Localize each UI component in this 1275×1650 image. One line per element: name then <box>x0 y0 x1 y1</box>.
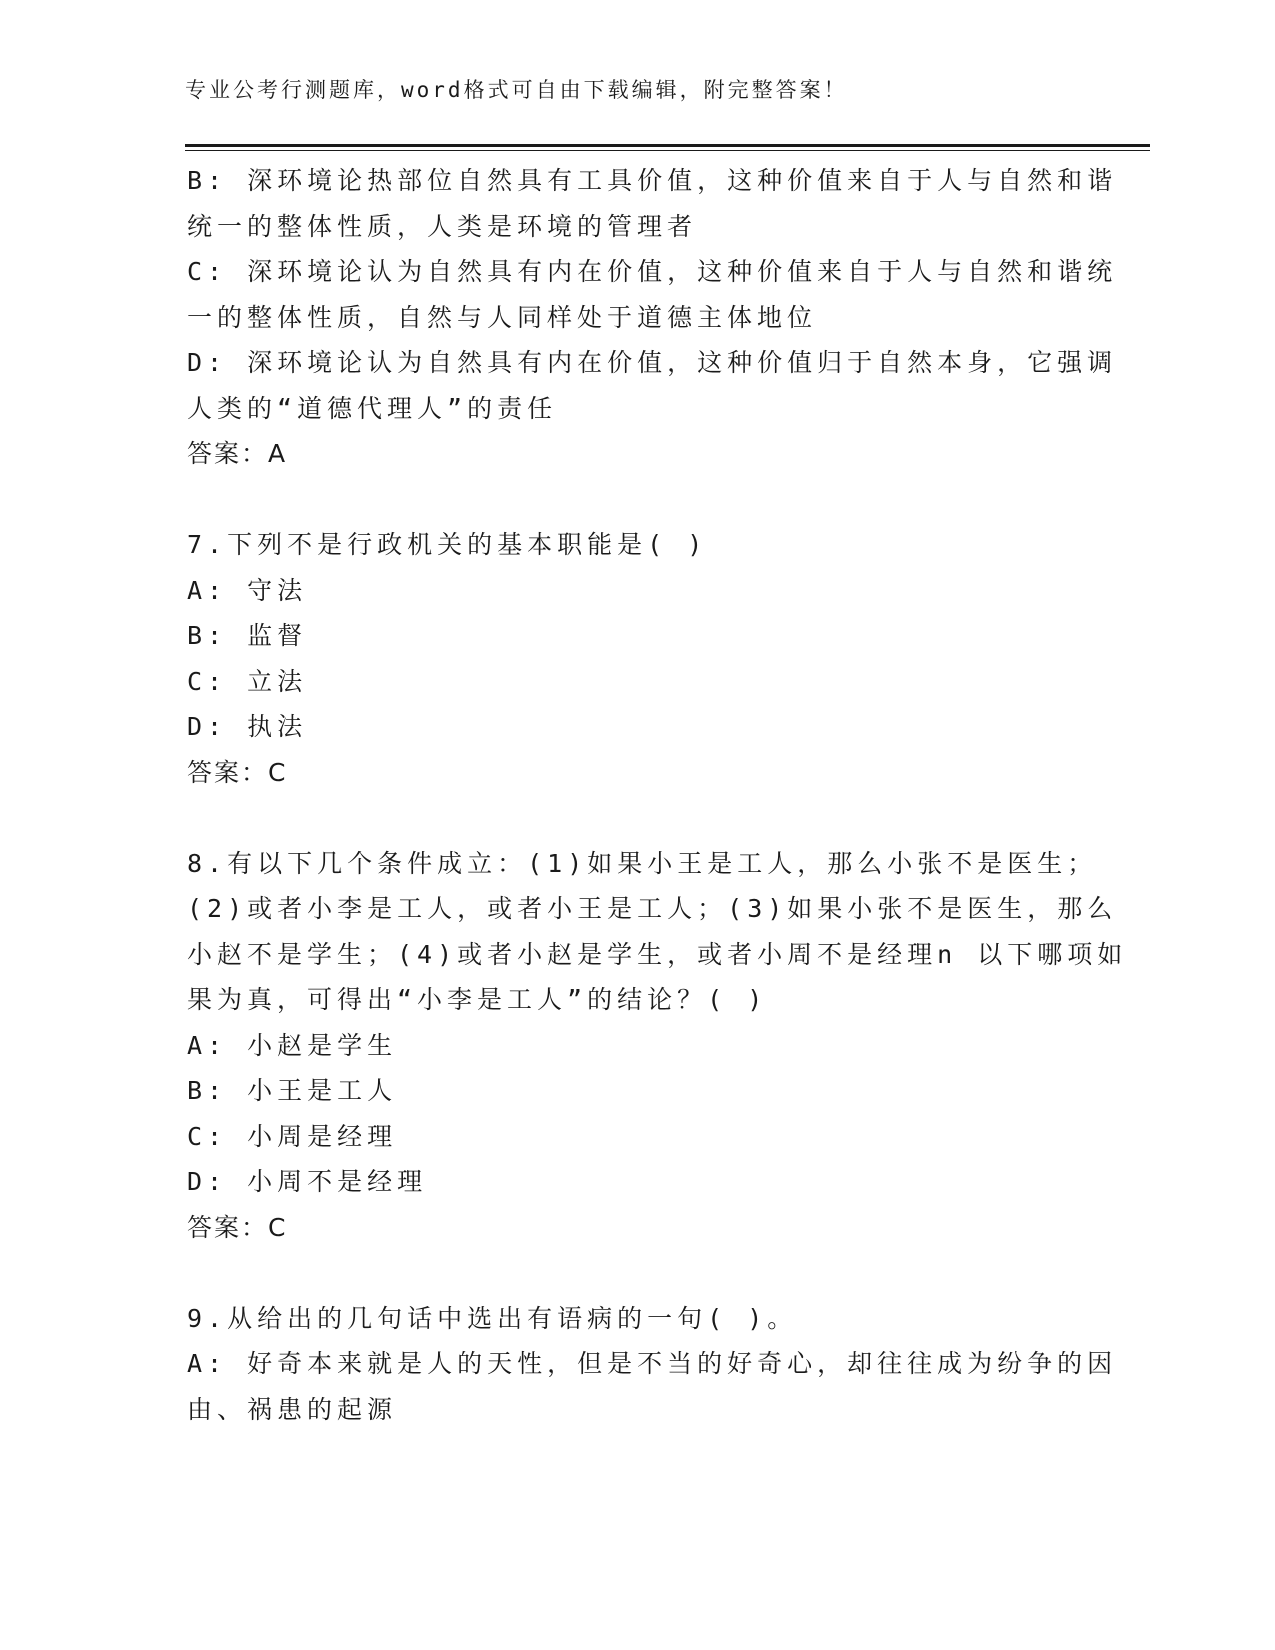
q8-option-c: C: 小周是经理 <box>187 1121 398 1151</box>
q6-answer: 答案：A <box>187 439 288 468</box>
q8-stem-line2: (2)或者小李是工人，或者小王是工人；(3)如果小张不是医生，那么 <box>187 894 1118 923</box>
q6-option-c-line2: 一的整体性质，自然与人同样处于道德主体地位 <box>187 302 818 332</box>
q8-option-a: A: 小赵是学生 <box>187 1030 398 1060</box>
question-9 <box>187 1296 1118 1433</box>
q7-answer: 答案：C <box>187 757 288 787</box>
question-6-tail <box>187 158 1118 477</box>
q8-option-b: B: 小王是工人 <box>187 1076 398 1105</box>
q9-stem: 9.从给出的几句话中选出有语病的一句( )。 <box>187 1303 798 1333</box>
q8-stem-line4: 果为真，可得出“小李是工人”的结论？( ) <box>187 985 768 1014</box>
spacer <box>187 477 1087 523</box>
header-rule-thin <box>185 150 1150 151</box>
q8-answer: 答案：C <box>187 1212 288 1242</box>
q7-option-b: B: 监督 <box>187 621 308 650</box>
q6-option-c-line1: C: 深环境论认为自然具有内在价值，这种价值来自于人与自然和谐统 <box>187 257 1118 286</box>
q7-option-d: D: 执法 <box>187 712 308 741</box>
q7-option-c: C: 立法 <box>187 666 308 696</box>
spacer <box>187 795 1087 841</box>
q9-option-a-line2: 由、祸患的起源 <box>187 1394 398 1424</box>
question-8 <box>187 841 1128 1251</box>
q8-stem-line1: 8.有以下几个条件成立：(1)如果小王是工人，那么小张不是医生； <box>187 848 1098 878</box>
q7-option-a: A: 守法 <box>187 575 308 605</box>
page-header: 专业公考行测题库，word格式可自由下载编辑，附完整答案！ <box>185 78 848 102</box>
q7-stem: 7.下列不是行政机关的基本职能是( ) <box>187 530 708 559</box>
question-content <box>187 158 1128 1432</box>
q6-option-d-line1: D: 深环境论认为自然具有内在价值，这种价值归于自然本身，它强调 <box>187 348 1118 377</box>
q6-option-b-line1: B: 深环境论热部位自然具有工具价值，这种价值来自于人与自然和谐 <box>187 166 1118 195</box>
q9-option-a-line1: A: 好奇本来就是人的天性，但是不当的好奇心，却往往成为纷争的因 <box>187 1349 1118 1378</box>
spacer <box>187 1250 1087 1296</box>
q6-option-b-line2: 统一的整体性质，人类是环境的管理者 <box>187 211 698 241</box>
q8-option-d: D: 小周不是经理 <box>187 1167 428 1196</box>
header-rule-thick <box>185 144 1150 147</box>
q6-option-d-line2: 人类的“道德代理人”的责任 <box>187 393 558 423</box>
question-7 <box>187 522 1087 795</box>
q8-stem-line3: 小赵不是学生；(4)或者小赵是学生，或者小周不是经理n 以下哪项如 <box>187 939 1128 969</box>
